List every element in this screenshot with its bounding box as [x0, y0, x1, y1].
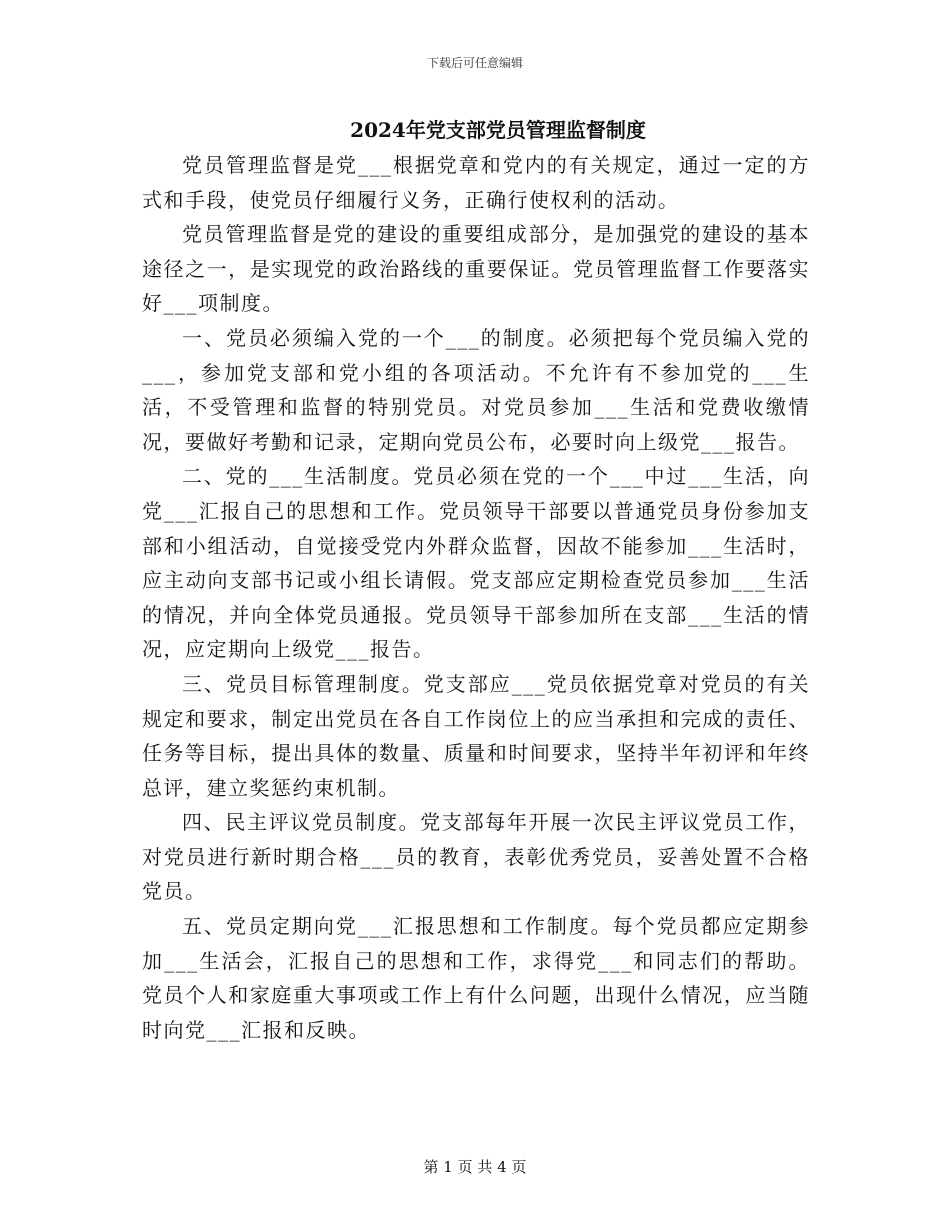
paragraph: 五、党员定期向党___汇报思想和工作制度。每个党员都应定期参加___生活会，汇报自己的思想和工作，求得党___和同志们的帮助。党员个人和家庭重大事项或工作上有什么问题，出现什么情况，应当随时向党___汇报和反映。	[142, 914, 810, 1042]
paragraph: 二、党的___生活制度。党员必须在党的一个___中过___生活，向党___汇报自己的思想和工作。党员领导干部要以普通党员身份参加支部和小组活动，自觉接受党内外群众监督，因故不能参加___生活时，应主动向支部书记或小组长请假。党支部应定期检查党员参加___生活的情况，并向全体党员通报。党员领导干部参加所在支部___生活的情况，应定期向上级党___报告。	[142, 464, 810, 662]
paragraph: 三、党员目标管理制度。党支部应___党员依据党章对党员的有关规定和要求，制定出党员在各自工作岗位上的应当承担和完成的责任、任务等目标，提出具体的数量、质量和时间要求，坚持半年初评和年终总评，建立奖惩约束机制。	[142, 671, 810, 800]
page-number: 第 1 页 共 4 页	[423, 1158, 527, 1176]
document-title: 2024年党支部党员管理监督制度	[350, 118, 646, 142]
paragraph: 党员管理监督是党___根据党章和党内的有关规定，通过一定的方式和手段，使党员仔细履行义务，正确行使权利的活动。	[142, 153, 810, 212]
paragraph: 一、党员必须编入党的一个___的制度。必须把每个党员编入党的___，参加党支部和党小组的各项活动。不允许有不参加党的___生活，不受管理和监督的特别党员。对党员参加___生活和党费收缴情况，要做好考勤和记录，定期向党员公布，必要时向上级党___报告。	[142, 325, 810, 454]
document-body	[142, 148, 810, 1047]
paragraph: 四、民主评议党员制度。党支部每年开展一次民主评议党员工作，对党员进行新时期合格___员的教育，表彰优秀党员，妥善处置不合格党员。	[142, 810, 810, 904]
header-note: 下载后可任意编辑	[426, 56, 523, 70]
paragraph: 党员管理监督是党的建设的重要组成部分，是加强党的建设的基本途径之一，是实现党的政治路线的重要保证。党员管理监督工作要落实好___项制度。	[142, 222, 810, 316]
